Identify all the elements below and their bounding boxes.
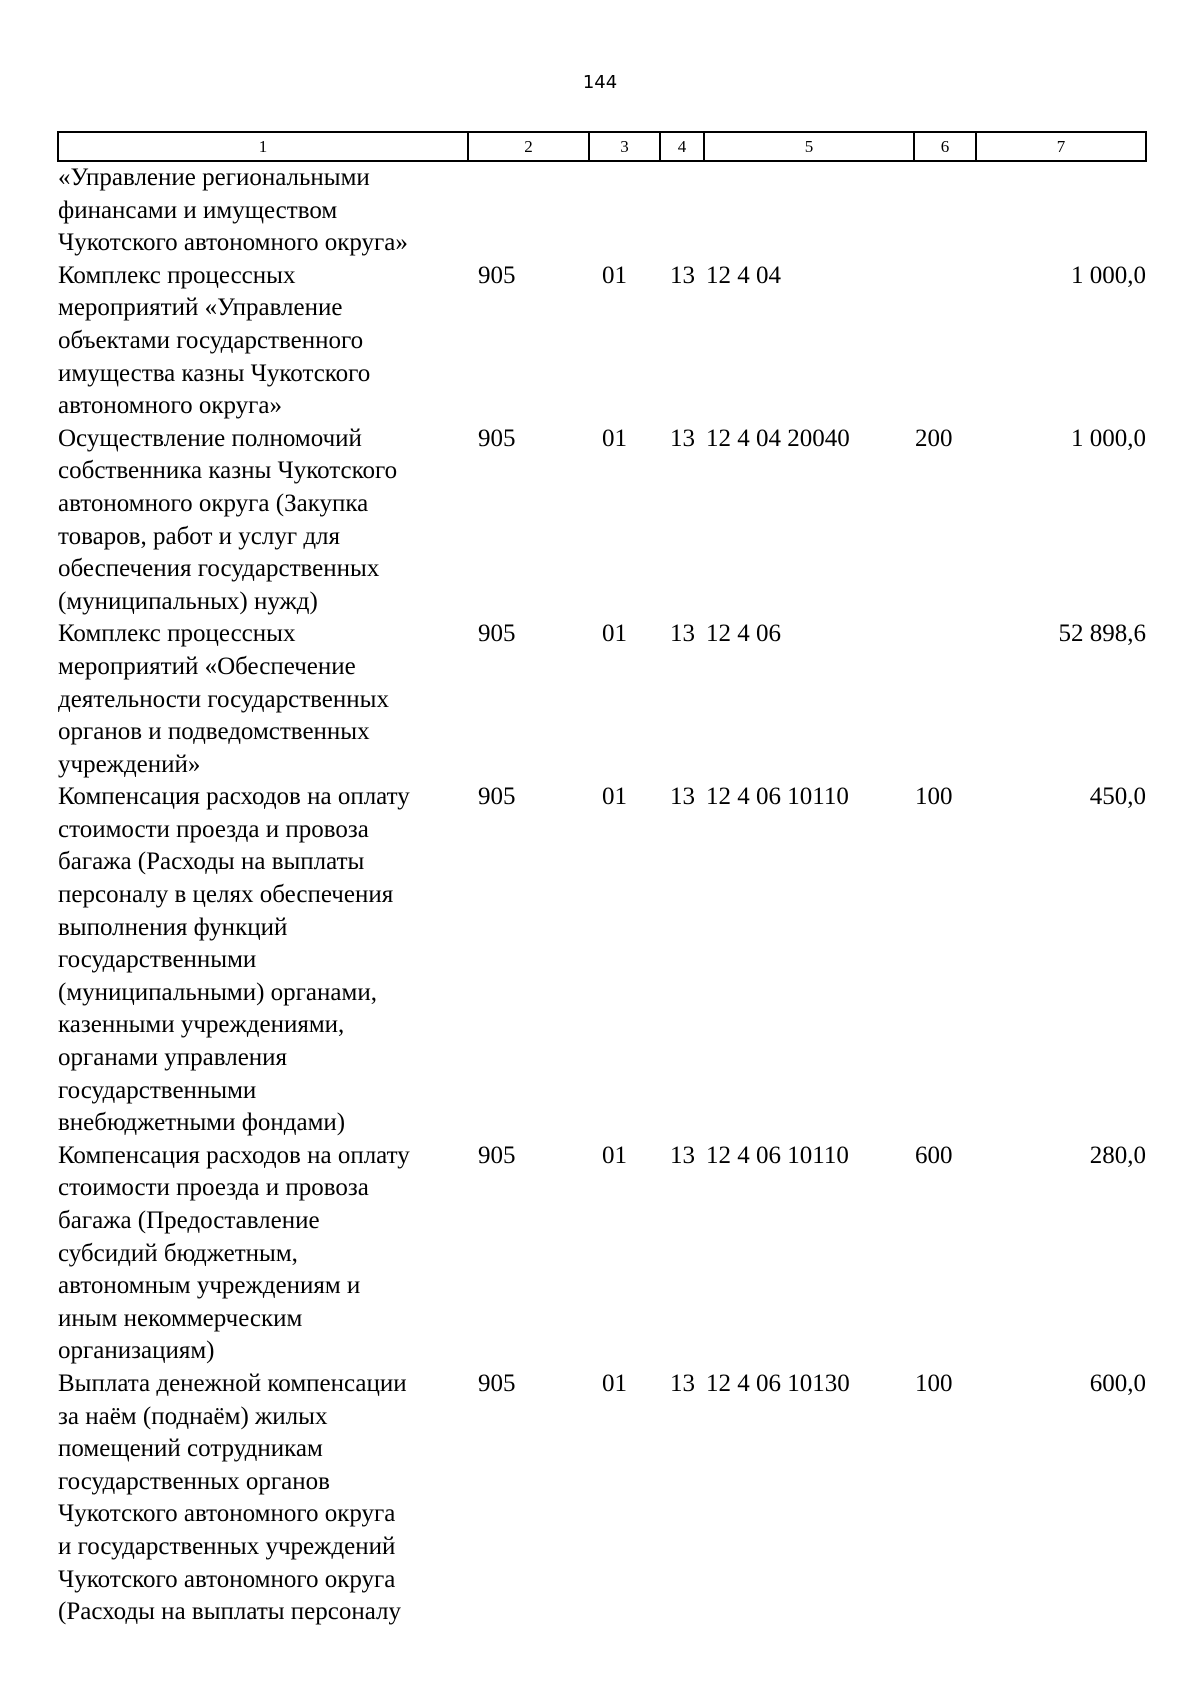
table-row: [58, 1368, 1146, 1629]
row-name-line: мероприятий «Управление: [58, 294, 343, 322]
header-row: [58, 132, 1146, 161]
row-name-line: Комплекс процессных: [58, 620, 296, 648]
row-podrazdel: 13: [670, 1369, 695, 1397]
row-name-line: имущества казны Чукотского: [58, 359, 371, 387]
row-name-line: «Управление региональными: [58, 164, 370, 191]
row-name-line: государственными: [58, 946, 257, 974]
row-target-article: 12 4 06 10130: [706, 1369, 850, 1397]
row-name-line: выполнения функций: [58, 913, 288, 941]
column-header-4: 4: [660, 132, 704, 161]
row-glava: 905: [478, 1141, 516, 1169]
row-podrazdel: 13: [670, 620, 695, 648]
row-name: [58, 781, 468, 1140]
row-name-line: Чукотского автономного округа: [58, 1565, 396, 1593]
row-name-line: субсидий бюджетным,: [58, 1239, 298, 1267]
column-header-2: 2: [468, 132, 589, 161]
row-name-line: организациям): [58, 1337, 215, 1365]
table-row: [58, 423, 1146, 619]
row-podrazdel: 13: [670, 1141, 695, 1169]
row-target-article: 12 4 06: [706, 620, 781, 648]
row-name-line: Чукотского автономного округа: [58, 1500, 396, 1528]
row-name-line: (Расходы на выплаты персоналу: [58, 1598, 402, 1626]
row-name-line: автономным учреждениям и: [58, 1272, 361, 1300]
row-name: [58, 423, 468, 619]
table-header: [58, 132, 1146, 161]
row-name-line: за наём (поднаём) жилых: [58, 1402, 328, 1430]
row-razdel: 01: [602, 261, 627, 289]
row-amount: 1 000,0: [1071, 261, 1146, 289]
column-header-3: 3: [589, 132, 660, 161]
row-name-line: Чукотского автономного округа»: [58, 229, 408, 257]
table-row: [58, 161, 1146, 260]
row-amount: [976, 161, 1146, 260]
budget-table: [57, 131, 1147, 1629]
row-glava: 905: [478, 261, 516, 289]
row-razdel: 01: [602, 1141, 627, 1169]
row-name-line: (муниципальными) органами,: [58, 978, 377, 1006]
row-glava: 905: [478, 620, 516, 648]
row-podrazdel: [660, 161, 704, 260]
table-row: [58, 781, 1146, 1140]
row-glava: 905: [478, 424, 516, 452]
row-glava: 905: [478, 1369, 516, 1397]
row-name-line: внебюджетными фондами): [58, 1109, 346, 1137]
row-name-line: багажа (Расходы на выплаты: [58, 848, 365, 876]
row-name-line: Компенсация расходов на оплату: [58, 783, 410, 811]
row-expense-type: 600: [915, 1141, 953, 1169]
row-name-line: обеспечения государственных: [58, 555, 380, 583]
row-name-line: органов и подведомственных: [58, 718, 370, 746]
page-number: 144: [582, 72, 618, 93]
row-target-article: 12 4 06 10110: [706, 783, 849, 811]
row-expense-type: [914, 260, 976, 423]
row-expense-type: 100: [915, 1369, 953, 1397]
row-name-line: персоналу в целях обеспечения: [58, 881, 394, 909]
row-name-line: иным некоммерческим: [58, 1304, 303, 1332]
table-row: [58, 260, 1146, 423]
row-name-line: автономного округа»: [58, 392, 283, 420]
row-expense-type: 100: [915, 783, 953, 811]
row-name: [58, 1368, 468, 1629]
row-name-line: стоимости проезда и провоза: [58, 815, 369, 843]
row-podrazdel: 13: [670, 783, 695, 811]
row-expense-type: 200: [915, 424, 953, 452]
row-podrazdel: 13: [670, 261, 695, 289]
row-name-line: объектами государственного: [58, 326, 364, 354]
row-name-line: казенными учреждениями,: [58, 1011, 345, 1039]
column-header-7: 7: [976, 132, 1146, 161]
row-amount: 450,0: [1089, 783, 1146, 811]
row-name-line: багажа (Предоставление: [58, 1207, 320, 1234]
row-target-article: 12 4 04: [706, 261, 781, 289]
row-name-line: учреждений»: [58, 750, 201, 778]
row-name-line: и государственных учреждений: [58, 1532, 396, 1560]
row-razdel: [589, 161, 660, 260]
row-podrazdel: 13: [670, 424, 695, 452]
row-name-line: Компенсация расходов на оплату: [58, 1141, 410, 1169]
row-name-line: финансами и имуществом: [58, 196, 338, 224]
row-name: [58, 260, 468, 423]
row-glava: [468, 161, 589, 260]
row-razdel: 01: [602, 424, 627, 452]
row-name-line: деятельности государственных: [58, 685, 389, 713]
row-expense-type: [914, 161, 976, 260]
row-name: [58, 618, 468, 781]
row-amount: 280,0: [1089, 1141, 1146, 1169]
row-target-article: [704, 161, 914, 260]
row-name-line: товаров, работ и услуг для: [58, 522, 341, 550]
row-name: [58, 1140, 468, 1368]
column-header-5: 5: [704, 132, 914, 161]
row-name-line: Выплата денежной компенсации: [58, 1369, 407, 1397]
row-name-line: Осуществление полномочий: [58, 424, 362, 452]
row-name-line: органами управления: [58, 1044, 288, 1072]
row-name-line: Комплекс процессных: [58, 261, 296, 289]
row-name-line: государственных органов: [58, 1467, 330, 1495]
column-header-1: 1: [58, 132, 468, 161]
row-target-article: 12 4 06 10110: [706, 1141, 849, 1169]
row-name-line: мероприятий «Обеспечение: [58, 652, 356, 680]
table-body: [58, 161, 1146, 1629]
row-amount: 52 898,6: [1058, 620, 1146, 648]
row-target-article: 12 4 04 20040: [706, 424, 850, 452]
row-name-line: собственника казны Чукотского: [58, 457, 398, 485]
row-name-line: (муниципальных) нужд): [58, 587, 318, 615]
row-name-line: помещений сотрудникам: [58, 1435, 323, 1463]
row-razdel: 01: [602, 1369, 627, 1397]
row-amount: 600,0: [1089, 1369, 1146, 1397]
row-razdel: 01: [602, 620, 627, 648]
table-row: [58, 618, 1146, 781]
row-name: [58, 161, 468, 260]
row-amount: 1 000,0: [1071, 424, 1146, 452]
column-header-6: 6: [914, 132, 976, 161]
row-name-line: автономного округа (Закупка: [58, 489, 369, 517]
table-row: [58, 1140, 1146, 1368]
row-expense-type: [914, 618, 976, 781]
row-glava: 905: [478, 783, 516, 811]
row-name-line: стоимости проезда и провоза: [58, 1174, 369, 1202]
row-name-line: государственными: [58, 1076, 257, 1104]
row-razdel: 01: [602, 783, 627, 811]
